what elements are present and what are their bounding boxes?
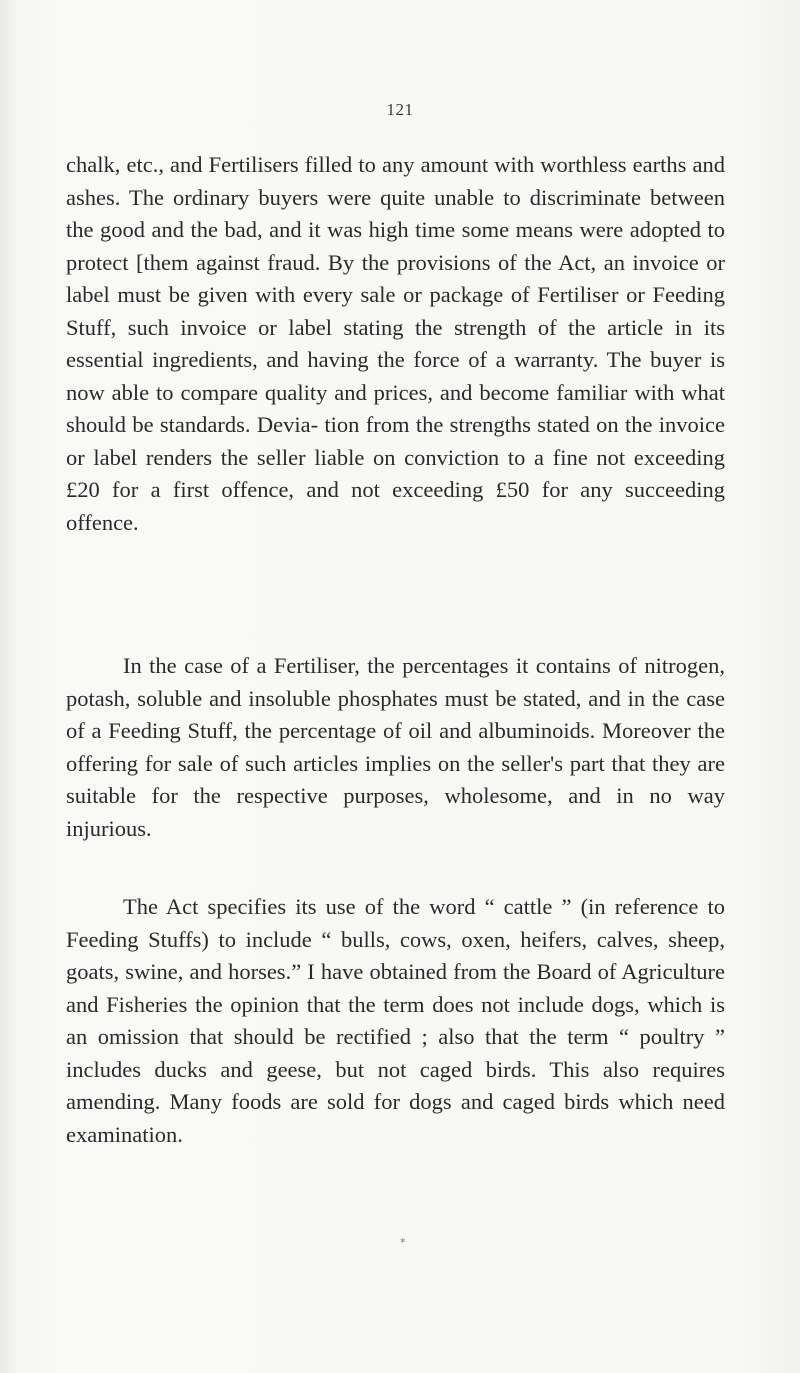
printer-mark: * <box>400 1236 406 1249</box>
paragraph-2-text: In the case of a Fertiliser, the percentages it contains of nitrogen, potash, soluble and insoluble phosphates must be stated, and in the case of a Feeding Stuff, the percentage of oil and albuminoids. Moreover the offering for sale of such articles implies on the seller's part that they are suitable for the respective purposes, wholesome, and in no way injurious. <box>66 653 725 841</box>
paragraph-3-text: The Act specifies its use of the word “ cattle ” (in reference to Feeding Stuffs) to include “ bulls, cows, oxen, heifers, calves, sheep, goats, swine, and horses.” I have obtained from the Board of Agriculture and Fisheries the opinion that the term does not include dogs, which is an omission that should be rectified ; also that the term “ poultry ” includes ducks and geese, but not caged birds. This also requires amending. Many foods are sold for dogs and caged birds which need examination. <box>66 894 725 1147</box>
page-number: 121 <box>386 100 414 119</box>
paragraph-3 <box>66 891 725 1151</box>
paragraph-1 <box>66 149 725 539</box>
paragraph-1-text: chalk, etc., and Fertilisers filled to any amount with worthless earths and ashes. The ordinary buyers were quite unable to discriminate between the good and the bad, and it was high time some means were adopted to protect [them against fraud. By the provisions of the Act, an invoice or label must be given with every sale or package of Fertiliser or Feeding Stuff, such invoice or label stating the strength of the article in its essential ingredients, and having the force of a warranty. The buyer is now able to compare quality and prices, and become familiar with what should be standards. Devia- tion from the strengths stated on the invoice or label renders the seller liable on conviction to a fine not exceeding £20 for a first offence, and not exceeding £50 for any succeeding offence. <box>66 152 725 535</box>
paragraph-2 <box>66 650 725 845</box>
